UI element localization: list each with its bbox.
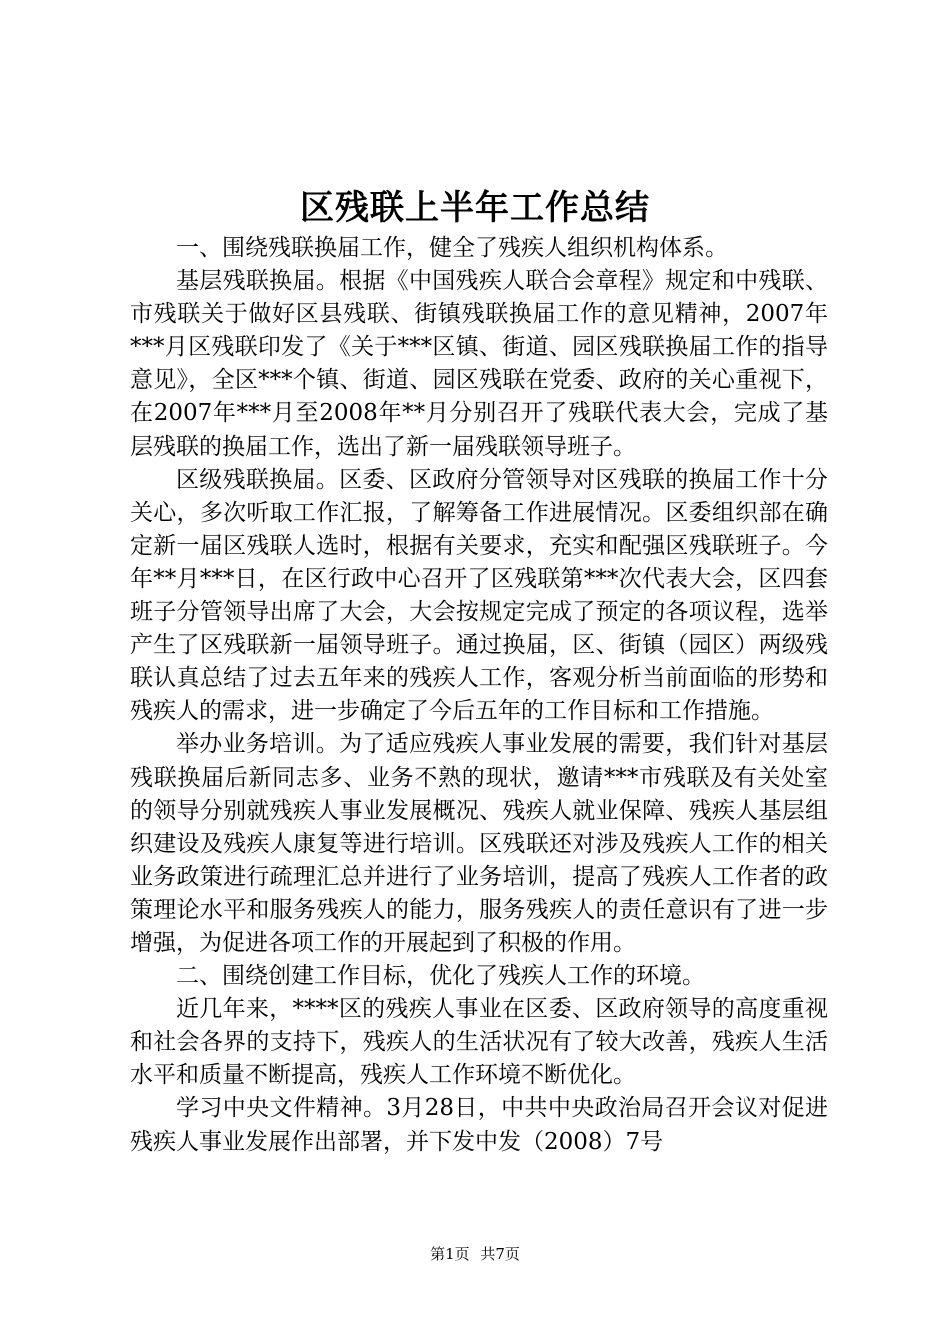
page-number: 第1页 xyxy=(430,1245,470,1263)
paragraph-grassroots-election: 基层残联换届。根据《中国残疾人联合会章程》规定和中残联、市残联关于做好区县残联、街镇残联换届工作的意见精神，2007年***月区残联印发了《关于***区镇、街道、园区残联换届工作的指导意见》，全区***个镇、街道、园区残联在党委、政府的关心重视下，在2007年***月至2008年**月分别召开了残联代表大会，完成了基层残联的换届工作，选出了新一届残联领导班子。 xyxy=(130,268,828,460)
paragraph-district-election: 区级残联换届。区委、区政府分管领导对区残联的换届工作十分关心，多次听取工作汇报，了解筹备工作进展情况。区委组织部在确定新一届区残联人选时，根据有关要求，充实和配强区残联班子。今年**月***日，在区行政中心召开了区残联第***次代表大会，区四套班子分管领导出席了大会，大会按规定完成了预定的各项议程，选举产生了区残联新一届领导班子。通过换届，区、街镇（园区）两级残联认真总结了过去五年来的残疾人工作，客观分析当前面临的形势和残疾人的需求，进一步确定了今后五年的工作目标和工作措施。 xyxy=(130,466,828,725)
page-footer xyxy=(0,1243,950,1265)
paragraph-central-documents: 学习中央文件精神。3月28日，中共中央政治局召开会议对促进残疾人事业发展作出部署，并下发中发（2008）7号 xyxy=(130,1095,828,1155)
document-title: 区残联上半年工作总结 xyxy=(300,188,650,228)
document-body xyxy=(130,232,828,1159)
paragraph-section-two-heading: 二、围绕创建工作目标，优化了残疾人工作的环境。 xyxy=(176,963,705,990)
paragraph-training: 举办业务培训。为了适应残疾人事业发展的需要，我们针对基层残联换届后新同志多、业务不熟的现状，邀请***市残联及有关处室的领导分别就残疾人事业发展概况、残疾人就业保障、残疾人基层组织建设及残疾人康复等进行培训。区残联还对涉及残疾人工作的相关业务政策进行疏理汇总并进行了业务培训，提高了残疾人工作者的政策理论水平和服务残疾人的能力，服务残疾人的责任意识有了进一步增强，为促进各项工作的开展起到了积极的作用。 xyxy=(130,731,828,956)
paragraph-recent-years: 近几年来，****区的残疾人事业在区委、区政府领导的高度重视和社会各界的支持下，残疾人的生活状况有了较大改善，残疾人生活水平和质量不断提高，残疾人工作环境不断优化。 xyxy=(130,996,828,1089)
page-total: 共7页 xyxy=(480,1245,520,1263)
paragraph-section-one-heading: 一、围绕残联换届工作，健全了残疾人组织机构体系。 xyxy=(176,235,728,261)
